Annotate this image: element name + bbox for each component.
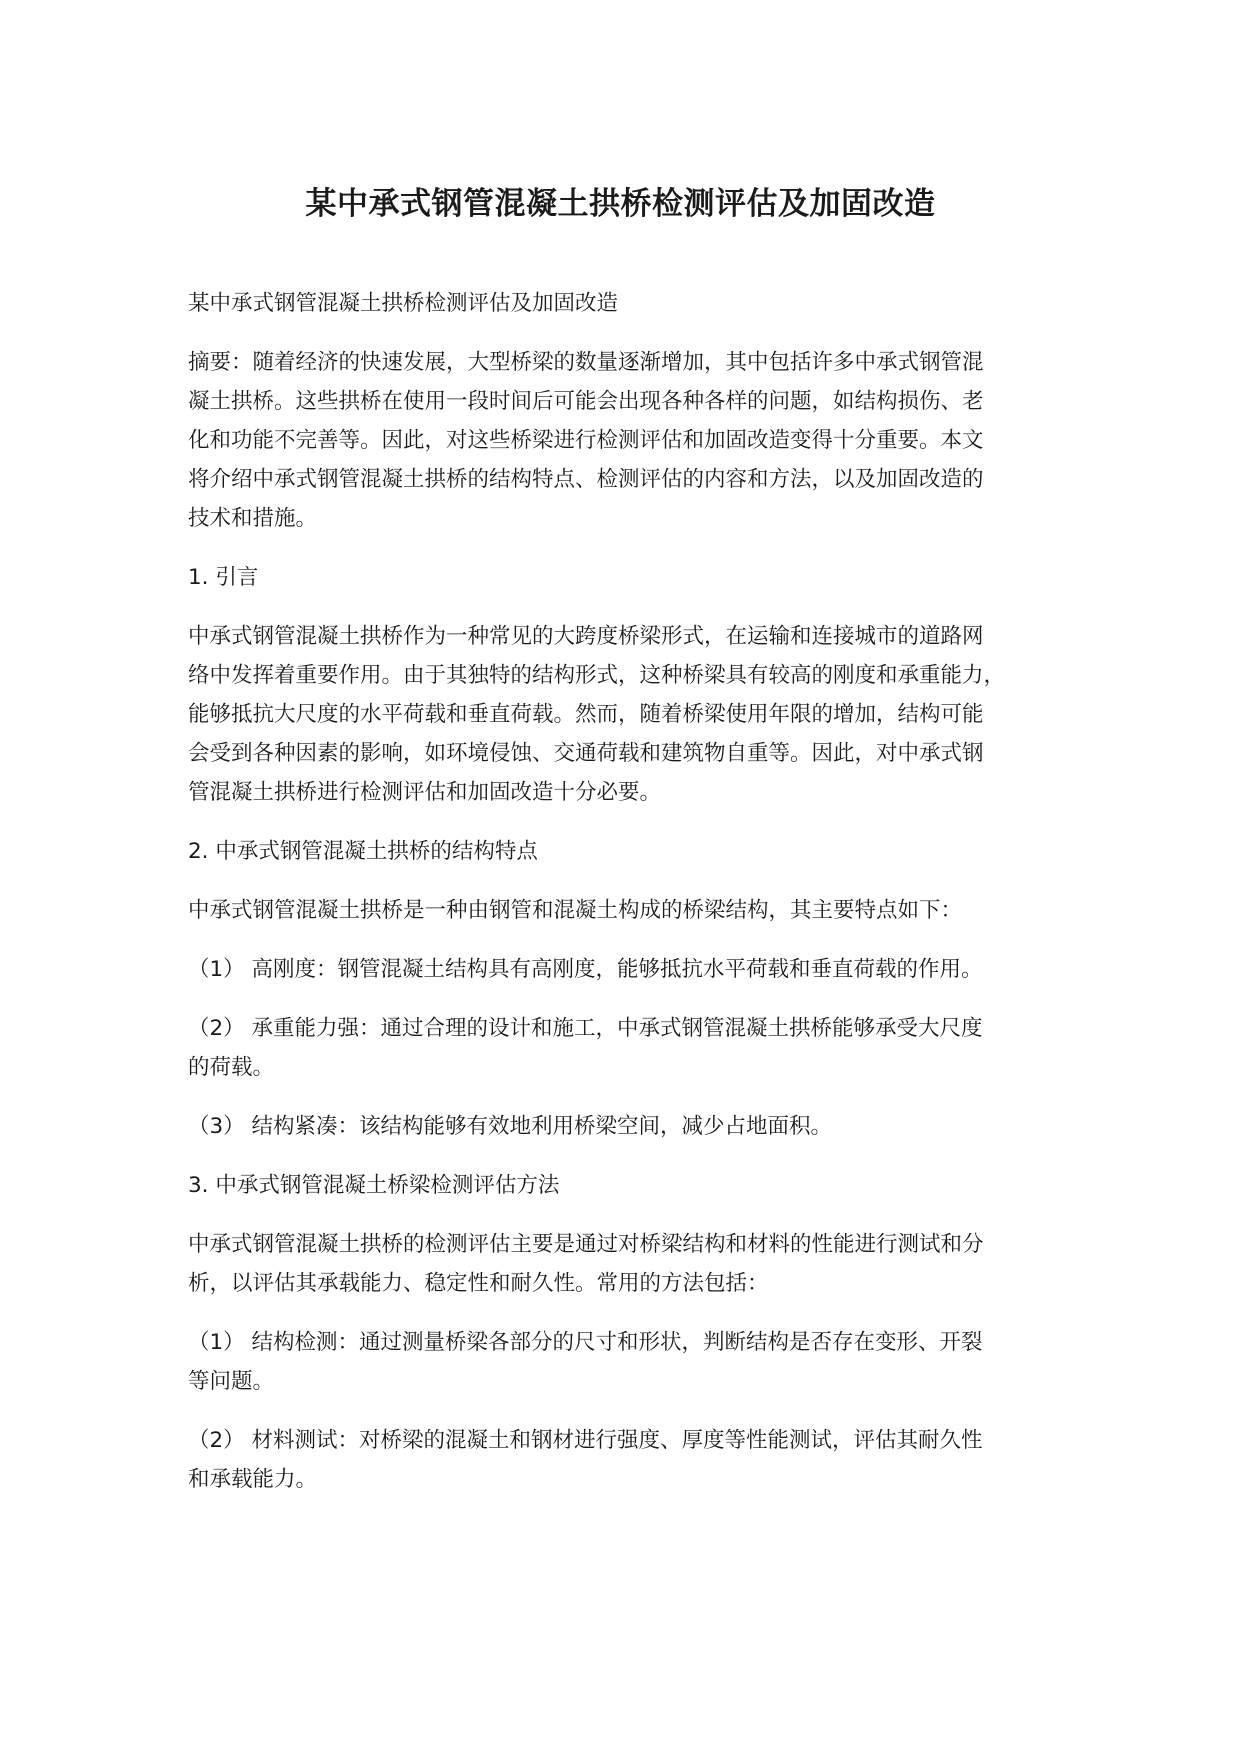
- section-heading-intro: 1. 引言: [188, 565, 259, 590]
- methods-intro-paragraph: 中承式钢管混凝土拱桥的检测评估主要是通过对桥梁结构和材料的性能进行测试和分 析，以评估其承载能力、稳定性和耐久性。常用的方法包括：: [188, 1232, 984, 1296]
- intro-paragraph: 中承式钢管混凝土拱桥作为一种常见的大跨度桥梁形式，在运输和连接城市的道路网 络中发挥着重要作用。由于其独特的结构形式，这种桥梁具有较高的刚度和承重能力， 能够抵抗大尺度的水平荷载和垂直荷载。然而，随着桥梁使用年限的增加，结构可能 会受到各种因素的影响，如环境侵蚀、交通荷载和建筑物自重等。因此，对中承式钢 管混凝土拱桥进行检测评估和加固改造十分必要。: [188, 624, 1006, 805]
- abstract-paragraph: 摘要：随着经济的快速发展，大型桥梁的数量逐渐增加，其中包括许多中承式钢管混 凝土拱桥。这些拱桥在使用一段时间后可能会出现各种各样的问题，如结构损伤、老 化和功能不完善等。因此，对这些桥梁进行检测评估和加固改造变得十分重要。本文 将介绍中承式钢管混凝土拱桥的结构特点、检测评估的内容和方法，以及加固改造的 技术和措施。: [188, 350, 984, 531]
- list-item-compact: （3） 结构紧凑：该结构能够有效地利用桥梁空间，减少占地面积。: [188, 1114, 833, 1139]
- list-item-material-testing: （2） 材料测试：对桥梁的混凝土和钢材进行强度、厚度等性能测试，评估其耐久性 和承载能力。: [188, 1428, 983, 1492]
- section-heading-methods: 3. 中承式钢管混凝土桥梁检测评估方法: [188, 1173, 560, 1198]
- section-heading-structure: 2. 中承式钢管混凝土拱桥的结构特点: [188, 839, 538, 864]
- subtitle-paragraph: 某中承式钢管混凝土拱桥检测评估及加固改造: [188, 291, 619, 316]
- list-item-capacity: （2） 承重能力强：通过合理的设计和施工，中承式钢管混凝土拱桥能够承受大尺度 的荷载。: [188, 1016, 983, 1080]
- document-body: [188, 284, 1078, 1519]
- list-item-structural-inspection: （1） 结构检测：通过测量桥梁各部分的尺寸和形状，判断结构是否存在变形、开裂 等问题。: [188, 1330, 983, 1394]
- document-title: 某中承式钢管混凝土拱桥检测评估及加固改造: [305, 186, 936, 222]
- list-item-stiffness: （1） 高刚度：钢管混凝土结构具有高刚度，能够抵抗水平荷载和垂直荷载的作用。: [188, 957, 983, 982]
- structure-intro-paragraph: 中承式钢管混凝土拱桥是一种由钢管和混凝土构成的桥梁结构，其主要特点如下：: [188, 898, 963, 923]
